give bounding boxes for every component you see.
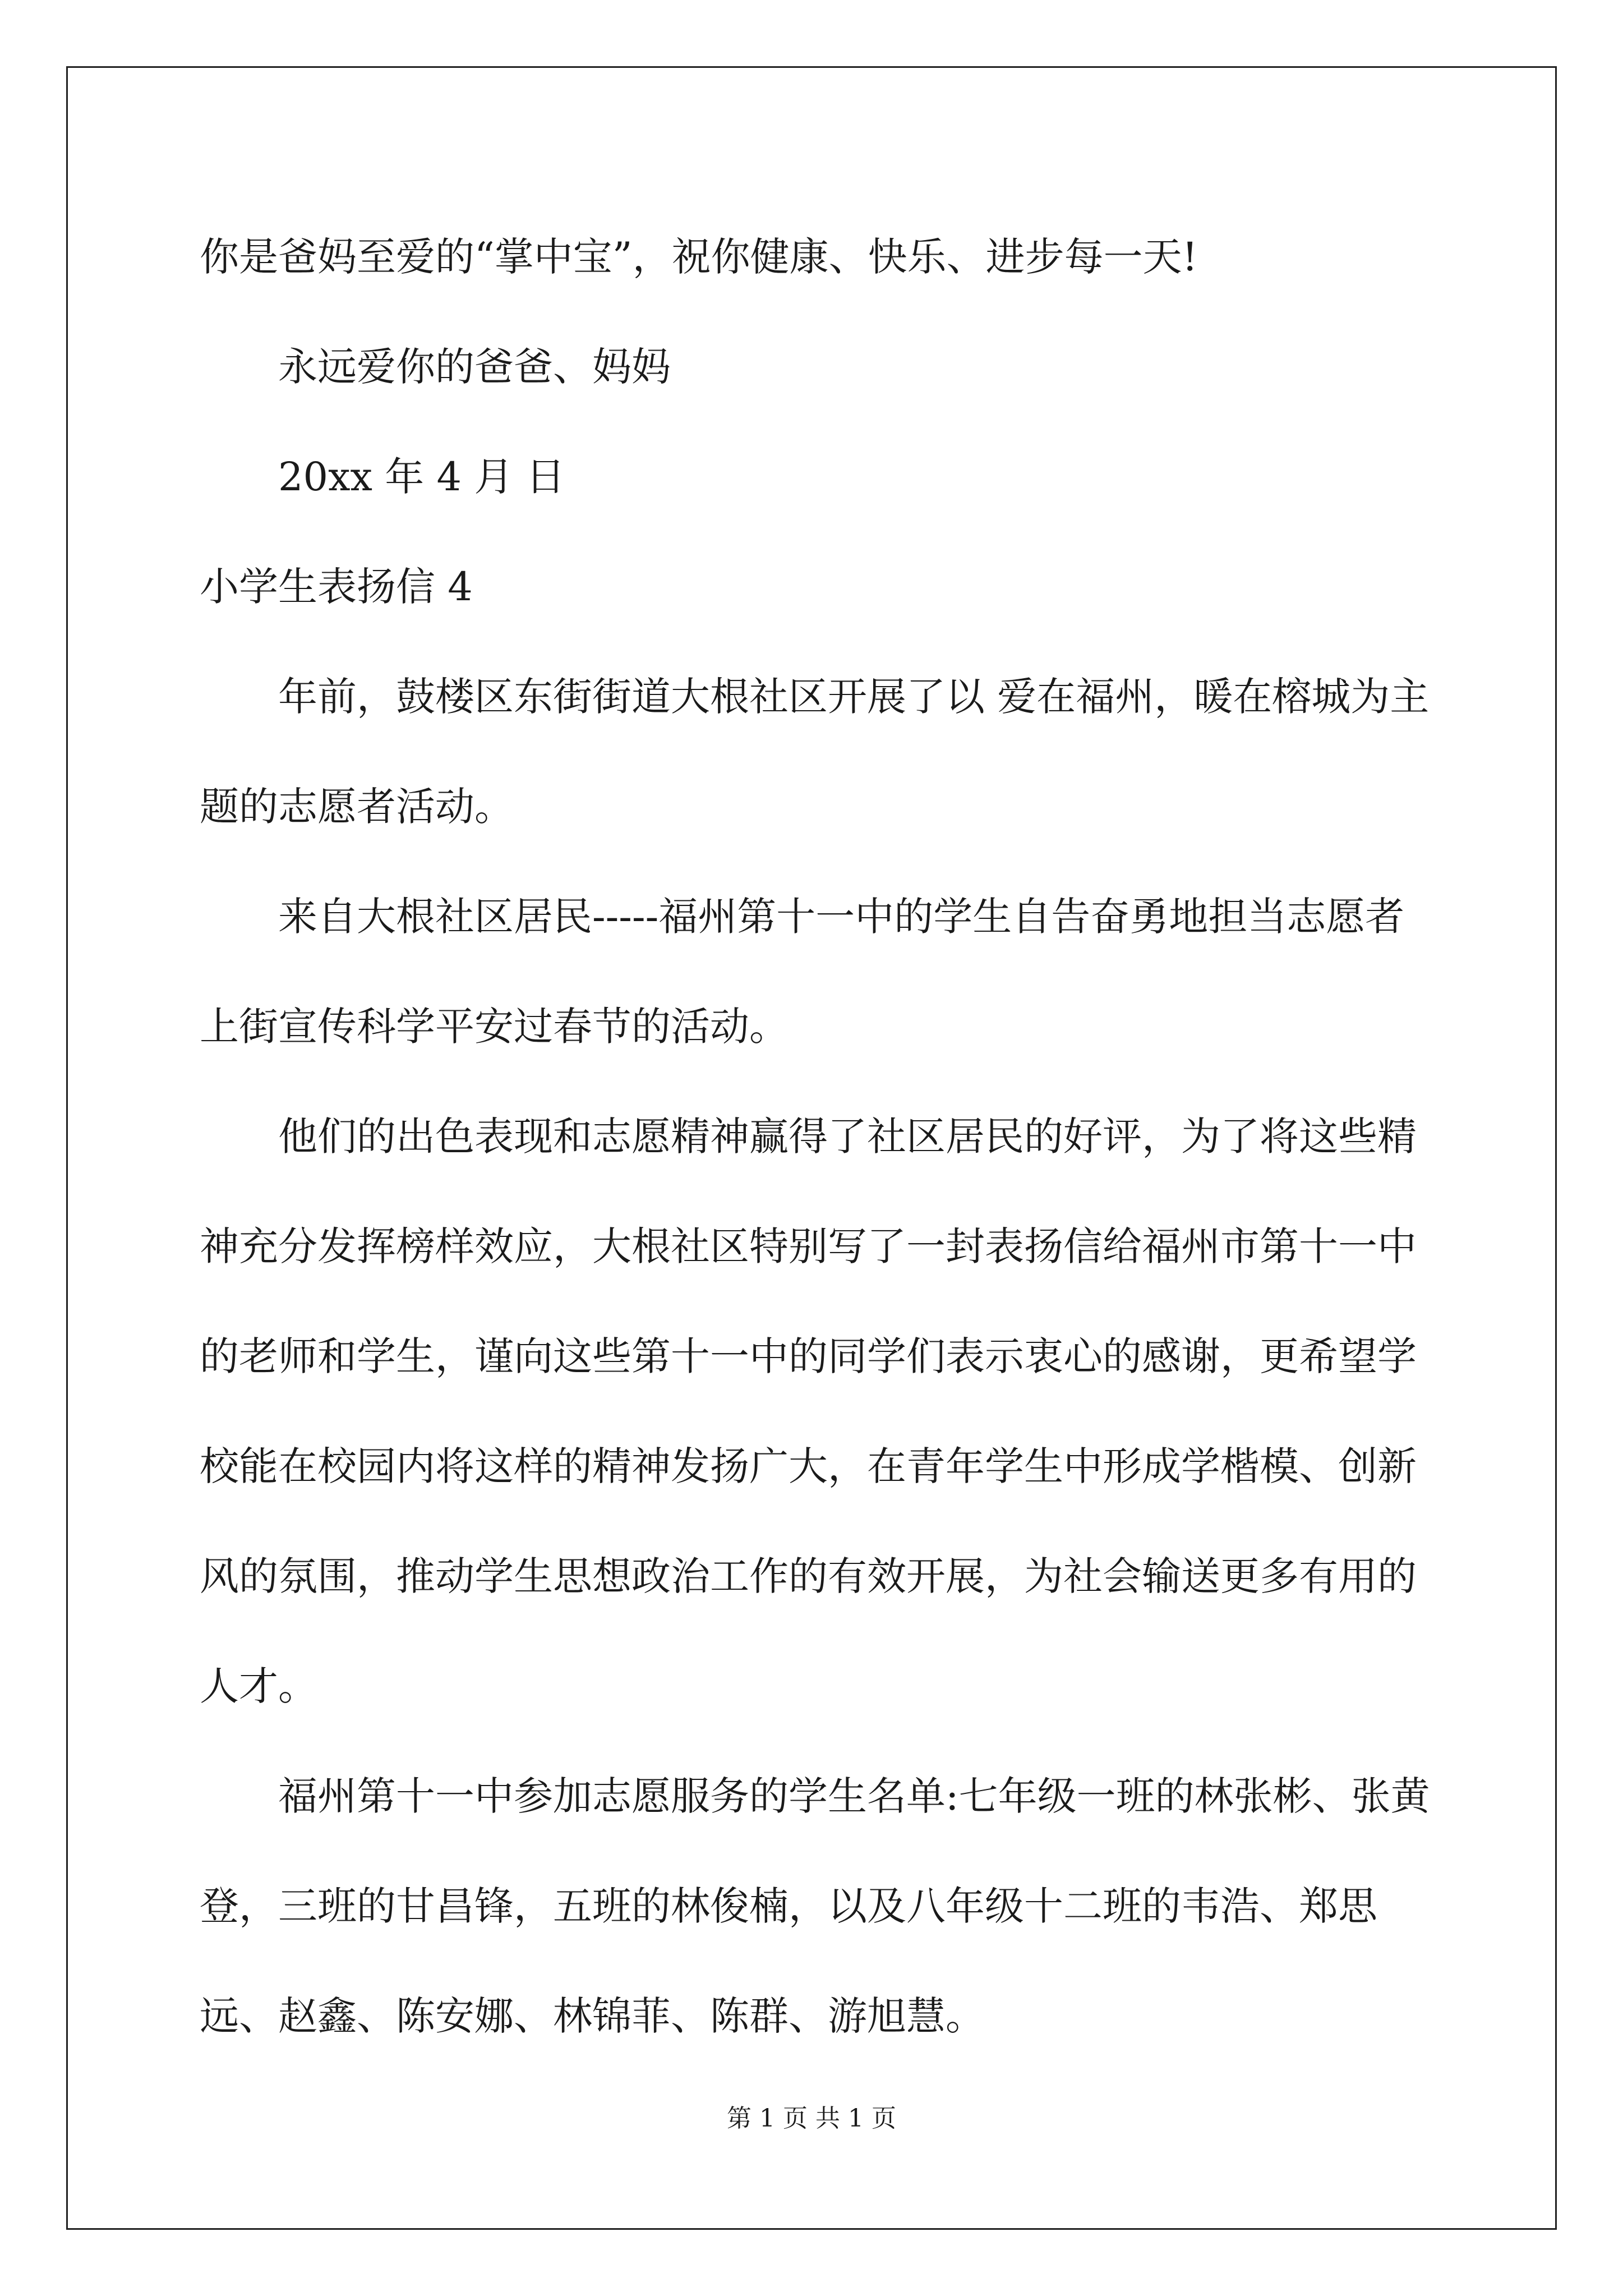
paragraph: 年前，鼓楼区东街街道大根社区开展了以 爱在福州，暖在榕城为主题的志愿者活动。 xyxy=(200,674,1430,830)
paragraph: 他们的出色表现和志愿精神赢得了社区居民的好评，为了将这些精神充分发挥榜样效应，大根社区特别写了一封表扬信给福州市第十一中的老师和学生，谨向这些第十一中的同学们表示衷心的感谢，更希望学校能在校园内将这样的精神发扬广大，在青年学生中形成学楷模、创新风的氛围，推动学生思想政治工作的有效开展，为社会输送更多有用的人才。 xyxy=(200,1114,1417,1709)
date-line: 20xx 年 4 月 日 xyxy=(278,454,565,500)
signature-line: 永远爱你的爸爸、妈妈 xyxy=(278,344,671,390)
paragraph: 来自大根社区居民-----福州第十一中的学生自告奋勇地担当志愿者上街宣传科学平安过春节的活动。 xyxy=(200,894,1405,1050)
paragraph: 福州第十一中参加志愿服务的学生名单:七年级一班的林张彬、张黄登，三班的甘昌锋，五班的林俊楠，以及八年级十二班的韦浩、郑思远、赵鑫、陈安娜、林锦菲、陈群、游旭慧。 xyxy=(200,1773,1430,2039)
paragraph: 你是爸妈至爱的“掌中宝”，祝你健康、快乐、进步每一天! xyxy=(200,234,1198,280)
document-body xyxy=(200,202,1433,2071)
section-heading: 小学生表扬信 4 xyxy=(200,564,473,610)
page-footer: 第 1 页 共 1 页 xyxy=(727,2104,896,2133)
